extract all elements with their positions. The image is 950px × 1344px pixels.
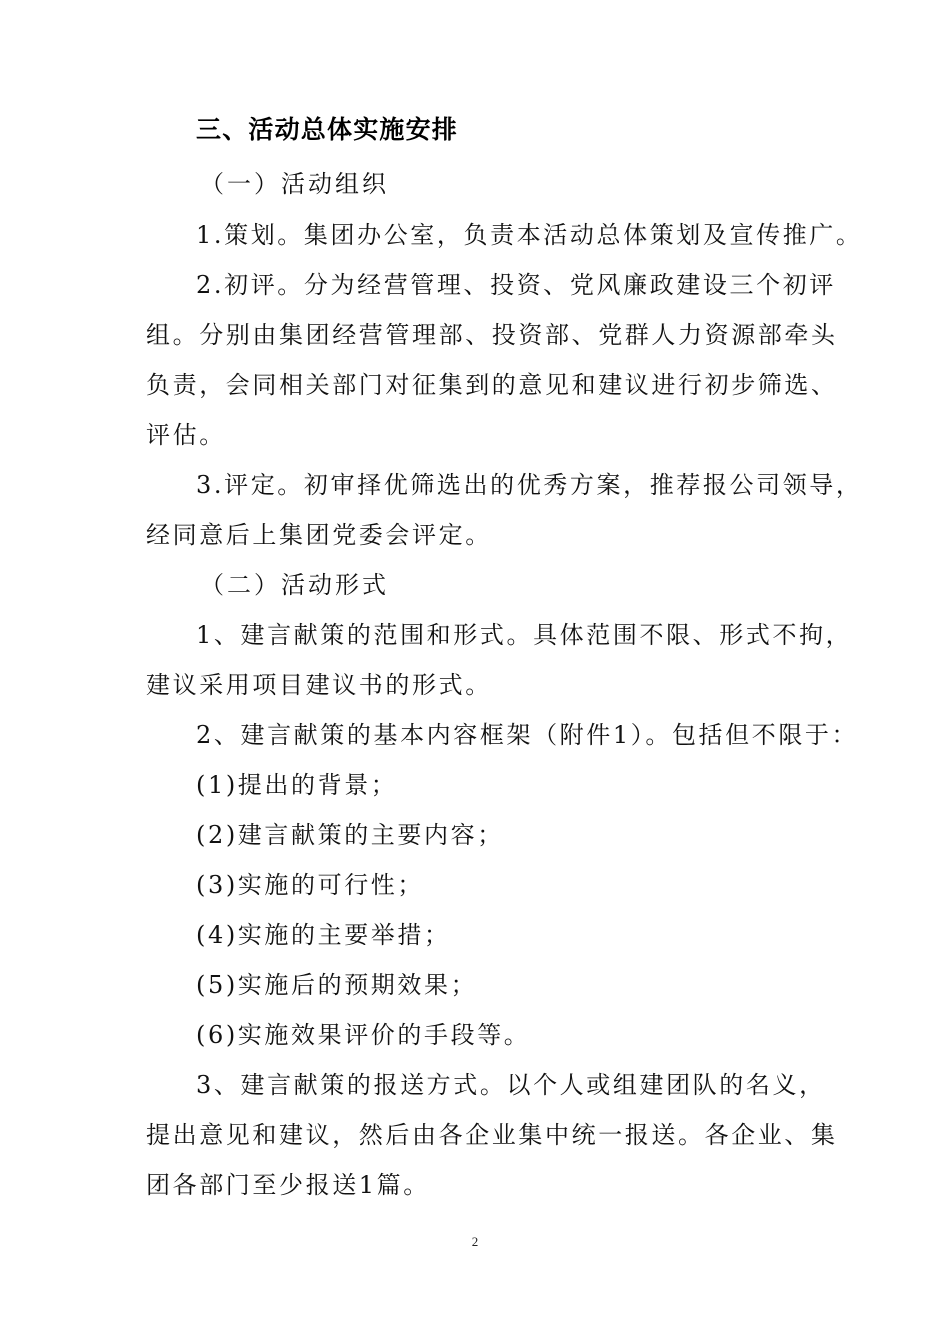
paragraph-line: 建议采用项目建议书的形式。 bbox=[146, 671, 492, 699]
paragraph-line: 提出意见和建议，然后由各企业集中统一报送。各企业、集 bbox=[146, 1121, 838, 1149]
paragraph-line: 组。分别由集团经营管理部、投资部、党群人力资源部牵头 bbox=[146, 321, 838, 349]
section-heading: 三、活动总体实施安排 bbox=[196, 115, 459, 144]
subheading-activity-form: （二）活动形式 bbox=[200, 571, 389, 599]
paragraph-line: 2.初评。分为经营管理、投资、党风廉政建设三个初评 bbox=[196, 271, 836, 299]
page-number: 2 bbox=[471, 1234, 479, 1249]
list-item: (6)实施效果评价的手段等。 bbox=[196, 1021, 531, 1049]
list-item: (1)提出的背景； bbox=[196, 771, 398, 799]
list-item: (4)实施的主要举措； bbox=[196, 921, 451, 949]
paragraph-line: 评估。 bbox=[146, 421, 226, 449]
paragraph-line: 3、建言献策的报送方式。以个人或组建团队的名义， bbox=[196, 1071, 826, 1099]
paragraph-line: 1.策划。集团办公室，负责本活动总体策划及宣传推广。 bbox=[196, 221, 863, 249]
paragraph-line: 经同意后上集团党委会评定。 bbox=[146, 521, 492, 549]
paragraph-line: 3.评定。初审择优筛选出的优秀方案，推荐报公司领导， bbox=[196, 471, 863, 499]
paragraph-line: 2、建言献策的基本内容框架（附件1）。包括但不限于： bbox=[196, 721, 859, 749]
list-item: (5)实施后的预期效果； bbox=[196, 971, 478, 999]
paragraph-line: 负责，会同相关部门对征集到的意见和建议进行初步筛选、 bbox=[146, 371, 838, 399]
paragraph-line: 1、建言献策的范围和形式。具体范围不限、形式不拘， bbox=[196, 621, 853, 649]
subheading-activity-organization: （一）活动组织 bbox=[200, 170, 389, 198]
list-item: (3)实施的可行性； bbox=[196, 871, 424, 899]
list-item: (2)建言献策的主要内容； bbox=[196, 821, 504, 849]
paragraph-line: 团各部门至少报送1篇。 bbox=[146, 1171, 430, 1199]
